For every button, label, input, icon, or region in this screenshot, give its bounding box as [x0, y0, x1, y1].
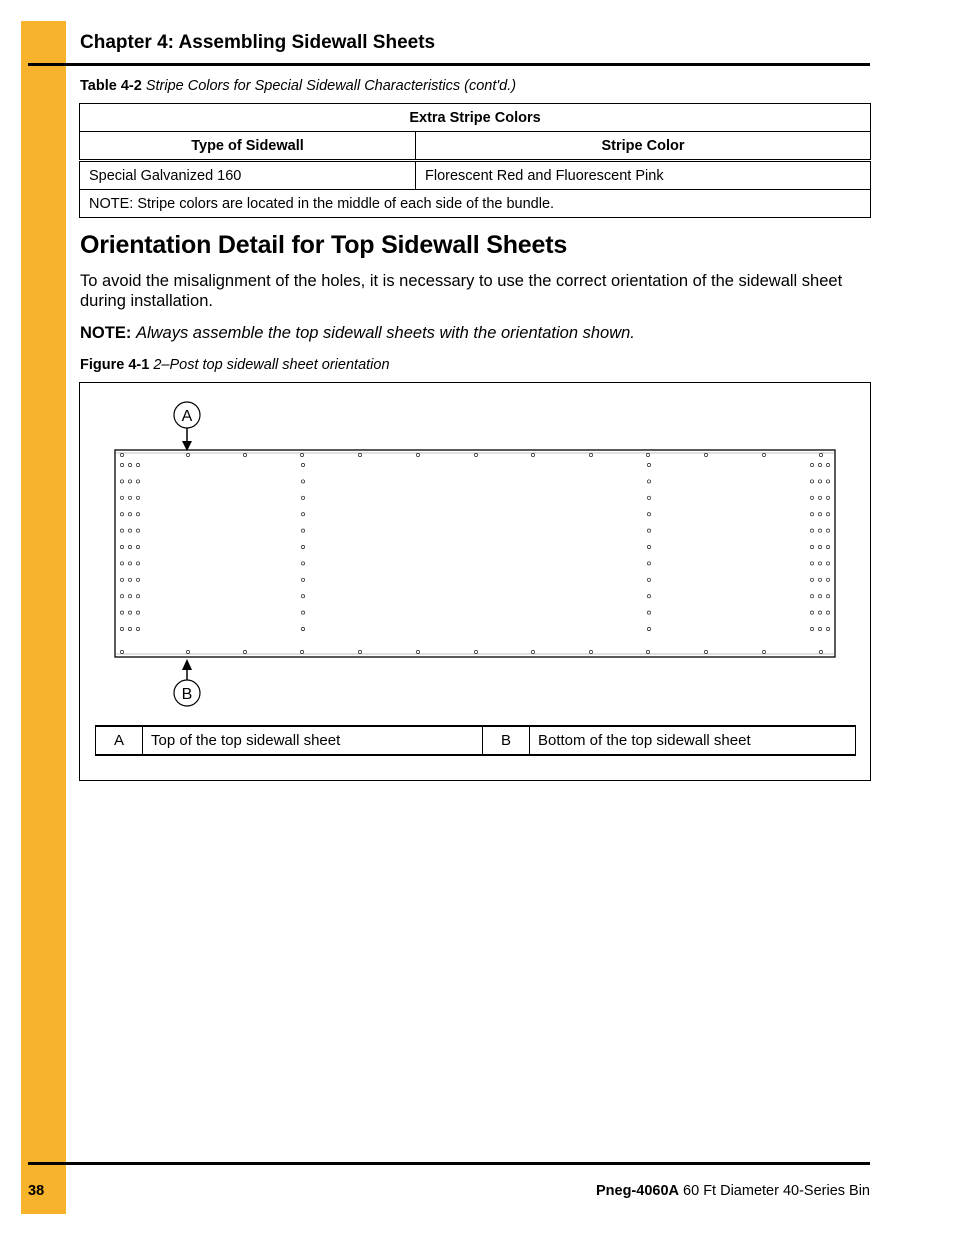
- callout-b-label: B: [181, 686, 193, 703]
- legend-text-a: Top of the top sidewall sheet: [143, 726, 483, 755]
- footer-doc-name: 60 Ft Diameter 40-Series Bin: [683, 1183, 870, 1199]
- bolt-hole: [810, 513, 813, 516]
- bolt-hole: [826, 578, 829, 581]
- bolt-hole: [301, 545, 304, 548]
- bolt-hole: [818, 496, 821, 499]
- bolt-hole: [826, 463, 829, 466]
- bolt-hole: [136, 578, 139, 581]
- bolt-hole: [647, 627, 650, 630]
- legend-key-b: B: [483, 726, 530, 755]
- figure-frame: [79, 382, 871, 781]
- bolt-hole: [818, 529, 821, 532]
- table-label: Table 4-2: [80, 78, 142, 94]
- bolt-hole: [128, 627, 131, 630]
- bolt-hole: [474, 453, 477, 456]
- bolt-hole: [301, 496, 304, 499]
- callout-a-label: A: [181, 408, 193, 425]
- bolt-hole: [818, 545, 821, 548]
- section-heading: Orientation Detail for Top Sidewall Sheets: [80, 231, 568, 259]
- bolt-hole: [818, 611, 821, 614]
- table-cell: Special Galvanized 160: [80, 161, 416, 190]
- table-row: [80, 161, 871, 190]
- bolt-hole: [810, 562, 813, 565]
- bolt-hole: [136, 611, 139, 614]
- bolt-hole: [136, 463, 139, 466]
- stripe-colors-table: [79, 103, 871, 218]
- bolt-hole: [704, 650, 707, 653]
- figure-caption: [80, 357, 390, 373]
- bolt-hole: [704, 453, 707, 456]
- figure-label: Figure 4-1: [80, 357, 150, 373]
- figure-caption-text: 2–Post top sidewall sheet orientation: [153, 357, 390, 373]
- bolt-hole: [474, 650, 477, 653]
- bolt-hole: [128, 480, 131, 483]
- header-rule: [28, 63, 870, 66]
- bolt-hole: [301, 627, 304, 630]
- table-cell: Florescent Red and Fluorescent Pink: [416, 161, 871, 190]
- bolt-hole: [416, 453, 419, 456]
- bolt-hole: [647, 562, 650, 565]
- column-header-color: Stripe Color: [416, 132, 871, 161]
- bolt-hole: [646, 453, 649, 456]
- bolt-hole: [810, 578, 813, 581]
- bolt-hole: [810, 545, 813, 548]
- bolt-hole: [128, 529, 131, 532]
- sidewall-sheet-drawing: [80, 383, 870, 780]
- bolt-hole: [136, 529, 139, 532]
- bolt-hole: [120, 545, 123, 548]
- bolt-hole: [301, 611, 304, 614]
- bolt-hole: [647, 463, 650, 466]
- bolt-hole: [818, 562, 821, 565]
- bolt-hole: [186, 650, 189, 653]
- bolt-hole: [128, 611, 131, 614]
- bolt-hole: [128, 562, 131, 565]
- bolt-hole: [120, 463, 123, 466]
- bolt-hole: [136, 562, 139, 565]
- bolt-hole: [120, 595, 123, 598]
- footer-document-title: [596, 1183, 870, 1199]
- bolt-hole: [136, 545, 139, 548]
- bolt-hole: [120, 578, 123, 581]
- bolt-hole: [358, 453, 361, 456]
- bolt-hole: [818, 463, 821, 466]
- bolt-hole: [120, 529, 123, 532]
- bolt-hole: [243, 650, 246, 653]
- bolt-hole: [762, 453, 765, 456]
- bolt-holes: [120, 453, 829, 653]
- bolt-hole: [826, 545, 829, 548]
- bolt-hole: [136, 627, 139, 630]
- bolt-hole: [531, 453, 534, 456]
- bolt-hole: [301, 595, 304, 598]
- table-group-header: Extra Stripe Colors: [80, 104, 871, 132]
- bolt-hole: [647, 611, 650, 614]
- bolt-hole: [826, 480, 829, 483]
- bolt-hole: [136, 595, 139, 598]
- bolt-hole: [646, 650, 649, 653]
- bolt-hole: [589, 453, 592, 456]
- bolt-hole: [810, 496, 813, 499]
- bolt-hole: [826, 627, 829, 630]
- bolt-hole: [826, 611, 829, 614]
- table-note: NOTE: Stripe colors are located in the middle of each side of the bundle.: [80, 190, 871, 218]
- bolt-hole: [120, 496, 123, 499]
- bolt-hole: [810, 529, 813, 532]
- bolt-hole: [416, 650, 419, 653]
- bolt-hole: [120, 453, 123, 456]
- footer-doc-id: Pneg-4060A: [595, 1183, 679, 1199]
- bolt-hole: [818, 627, 821, 630]
- bolt-hole: [301, 463, 304, 466]
- bolt-hole: [647, 529, 650, 532]
- table-caption: [80, 78, 516, 94]
- column-header-type: Type of Sidewall: [80, 132, 416, 161]
- bolt-hole: [301, 562, 304, 565]
- bolt-hole: [136, 496, 139, 499]
- bolt-hole: [826, 496, 829, 499]
- legend-key-a: A: [96, 726, 143, 755]
- bolt-hole: [818, 513, 821, 516]
- bolt-hole: [128, 545, 131, 548]
- bolt-hole: [647, 496, 650, 499]
- bolt-hole: [300, 453, 303, 456]
- bolt-hole: [358, 650, 361, 653]
- bolt-hole: [120, 650, 123, 653]
- note-text: Always assemble the top sidewall sheets with the orientation shown.: [135, 324, 635, 342]
- bolt-hole: [120, 480, 123, 483]
- bolt-hole: [818, 578, 821, 581]
- bolt-hole: [818, 480, 821, 483]
- chapter-title: Chapter 4: Assembling Sidewall Sheets: [80, 32, 436, 53]
- bolt-hole: [647, 578, 650, 581]
- bolt-hole: [818, 595, 821, 598]
- bolt-hole: [819, 650, 822, 653]
- page-number: 38: [28, 1183, 45, 1199]
- bolt-hole: [186, 453, 189, 456]
- body-paragraph: To avoid the misalignment of the holes, it is necessary to use the correct orientation of the sidewall sheet during installation.: [80, 272, 843, 310]
- bolt-hole: [301, 513, 304, 516]
- bolt-hole: [120, 513, 123, 516]
- bolt-hole: [300, 650, 303, 653]
- bolt-hole: [243, 453, 246, 456]
- bolt-hole: [762, 650, 765, 653]
- bolt-hole: [128, 595, 131, 598]
- bolt-hole: [826, 513, 829, 516]
- bolt-hole: [120, 562, 123, 565]
- bolt-hole: [301, 578, 304, 581]
- table-caption-text: Stripe Colors for Special Sidewall Characteristics (cont'd.): [145, 78, 517, 94]
- bolt-hole: [810, 627, 813, 630]
- bolt-hole: [120, 611, 123, 614]
- bolt-hole: [128, 463, 131, 466]
- bolt-hole: [301, 480, 304, 483]
- note-paragraph: [80, 324, 635, 343]
- bolt-hole: [826, 562, 829, 565]
- bolt-hole: [531, 650, 534, 653]
- bolt-hole: [810, 480, 813, 483]
- bolt-hole: [136, 513, 139, 516]
- legend-row: [96, 726, 856, 755]
- chapter-sidebar-tab: [21, 21, 66, 1214]
- bolt-hole: [120, 627, 123, 630]
- bolt-hole: [136, 480, 139, 483]
- bolt-hole: [647, 480, 650, 483]
- bolt-hole: [128, 513, 131, 516]
- bolt-hole: [826, 595, 829, 598]
- bolt-hole: [301, 529, 304, 532]
- bolt-hole: [819, 453, 822, 456]
- legend-text-b: Bottom of the top sidewall sheet: [530, 726, 856, 755]
- sheet-outline: [115, 450, 835, 657]
- bolt-hole: [647, 513, 650, 516]
- bolt-hole: [810, 611, 813, 614]
- footer-rule: [28, 1162, 870, 1165]
- bolt-hole: [128, 496, 131, 499]
- bolt-hole: [647, 595, 650, 598]
- bolt-hole: [826, 529, 829, 532]
- bolt-hole: [810, 595, 813, 598]
- bolt-hole: [810, 463, 813, 466]
- bolt-hole: [647, 545, 650, 548]
- figure-legend-table: [95, 725, 856, 756]
- bolt-hole: [128, 578, 131, 581]
- note-label: NOTE:: [80, 324, 132, 342]
- bolt-hole: [589, 650, 592, 653]
